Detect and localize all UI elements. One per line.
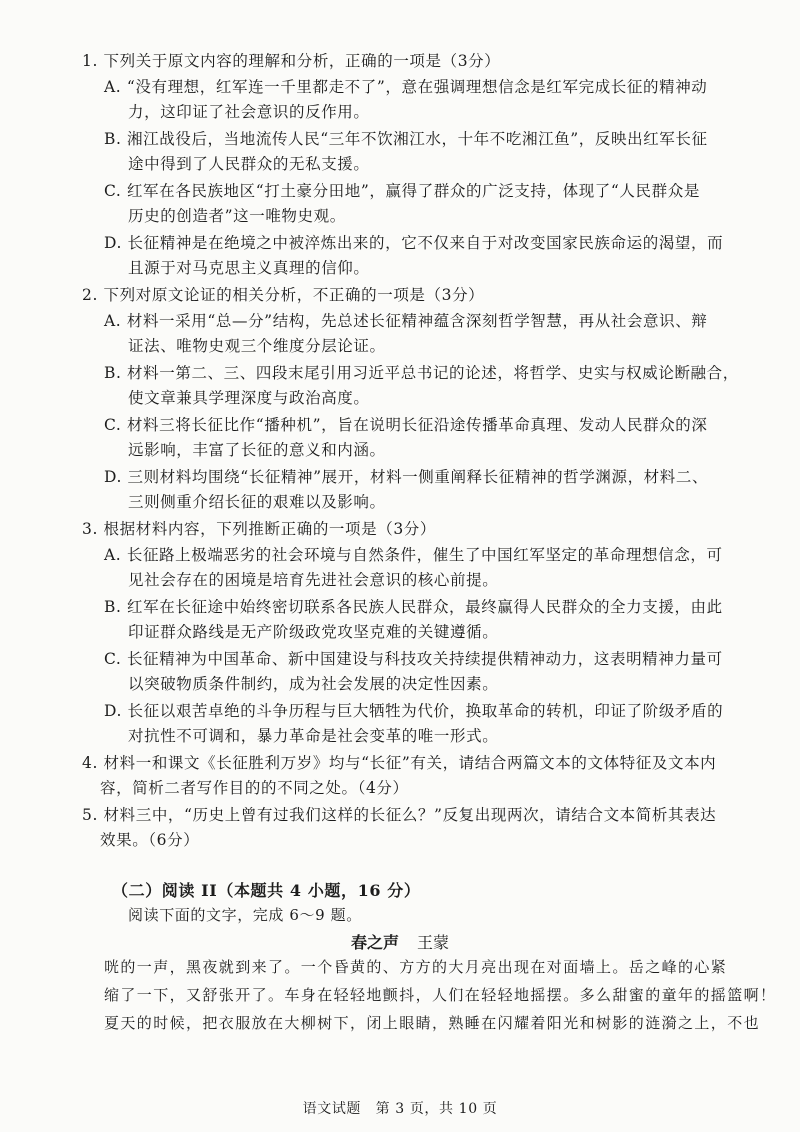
question-4-line-1: 4. 材料一和课文《长征胜利万岁》均与“长征”有关，请结合两篇文本的文体特征及文本内 (82, 754, 717, 772)
question-3-option-d: D. 长征以艰苦卓绝的斗争历程与巨大牺牲为代价，换取革命的转机，印证了阶级矛盾的 (104, 702, 724, 720)
question-3-option-a: A. 长征路上极端恶劣的社会环境与自然条件，催生了中国红军坚定的革命理想信念，可 (104, 546, 723, 564)
section-instruction: 阅读下面的文字，完成 6～9 题。 (128, 906, 362, 924)
question-2-option-b: B. 材料一第二、三、四段末尾引用习近平总书记的论述，将哲学、史实与权威论断融合， (104, 364, 739, 382)
question-3-option-c: C. 长征精神为中国革命、新中国建设与科技攻关持续提供精神动力，这表明精神力量可 (104, 650, 723, 668)
question-2-option-d-cont: 三则侧重介绍长征的艰难以及影响。 (128, 493, 386, 511)
question-2-option-a: A. 材料一采用“总—分”结构，先总述长征精神蕴含深刻哲学智慧，再从社会意识、辩 (104, 312, 708, 330)
passage-heading (0, 930, 800, 953)
question-1-option-a-cont: 力，这印证了社会意识的反作用。 (128, 103, 370, 121)
question-1-option-d-cont: 且源于对马克思主义真理的信仰。 (128, 259, 370, 277)
question-2-option-c: C. 材料三将长征比作“播种机”，旨在说明长征沿途传播革命真理、发动人民群众的深 (104, 416, 708, 434)
question-3-option-b: B. 红军在长征途中始终密切联系各民族人民群众，最终赢得人民群众的全力支援，由此 (104, 598, 723, 616)
question-4-line-2: 容，简析二者写作目的的不同之处。（4分） (100, 779, 409, 797)
question-5-line-2: 效果。（6分） (100, 831, 200, 849)
passage-line-1: 咣的一声，黑夜就到来了。一个昏黄的、方方的大月亮出现在对面墙上。岳之峰的心紧 (104, 958, 728, 976)
section-title: （二）阅读 II（本题共 4 小题，16 分） (112, 881, 421, 900)
question-1-option-b-cont: 途中得到了人民群众的无私支援。 (128, 155, 370, 173)
question-2-option-b-cont: 使文章兼具学理深度与政治高度。 (128, 389, 370, 407)
question-2-option-a-cont: 证法、唯物史观三个维度分层论证。 (128, 337, 386, 355)
question-5-line-1: 5. 材料三中，“历史上曾有过我们这样的长征么？”反复出现两次，请结合文本简析其表达 (82, 806, 717, 824)
question-1-option-b: B. 湘江战役后，当地流传人民“三年不饮湘江水，十年不吃湘江鱼”，反映出红军长征 (104, 130, 708, 148)
question-1-option-d: D. 长征精神是在绝境之中被淬炼出来的，它不仅来自于对改变国家民族命运的渴望，而 (104, 234, 724, 252)
question-1-option-a: A. “没有理想，红军连一千里都走不了”，意在强调理想信念是红军完成长征的精神动 (104, 78, 708, 96)
question-3-option-c-cont: 以突破物质条件制约，成为社会发展的决定性因素。 (128, 675, 499, 693)
question-1-option-c: C. 红军在各民族地区“打土豪分田地”，赢得了群众的广泛支持，体现了“人民群众是 (104, 182, 700, 200)
question-3-option-b-cont: 印证群众路线是无产阶级政党攻坚克难的关键遵循。 (128, 623, 499, 641)
question-1-option-c-cont: 历史的创造者”这一唯物史观。 (128, 207, 346, 225)
question-3-option-a-cont: 见社会存在的困境是培育先进社会意识的核心前提。 (128, 571, 499, 589)
page-footer: 语文试题 第 3 页，共 10 页 (302, 1101, 498, 1117)
passage-author: 王蒙 (417, 933, 450, 952)
question-3-option-d-cont: 对抗性不可调和，暴力革命是社会变革的唯一形式。 (128, 727, 499, 745)
passage-title: 春之声 (350, 933, 399, 952)
question-2-option-c-cont: 远影响，丰富了长征的意义和内涵。 (128, 441, 386, 459)
passage-line-2: 缩了一下，又舒张开了。车身在轻轻地颤抖，人们在轻轻地摇摆。多么甜蜜的童年的摇篮啊！ (104, 986, 777, 1004)
question-3-stem: 3. 根据材料内容，下列推断正确的一项是（3分） (82, 520, 436, 538)
question-2-stem: 2. 下列对原文论证的相关分析，不正确的一项是（3分） (82, 286, 485, 304)
question-2-option-d: D. 三则材料均围绕“长征精神”展开，材料一侧重阐释长征精神的哲学渊源，材料二、 (104, 468, 709, 486)
question-1-stem: 1. 下列关于原文内容的理解和分析，正确的一项是（3分） (82, 52, 501, 70)
passage-line-3: 夏天的时候，把衣服放在大柳树下，闭上眼睛，熟睡在闪耀着阳光和树影的涟漪之上，不也 (104, 1014, 761, 1032)
